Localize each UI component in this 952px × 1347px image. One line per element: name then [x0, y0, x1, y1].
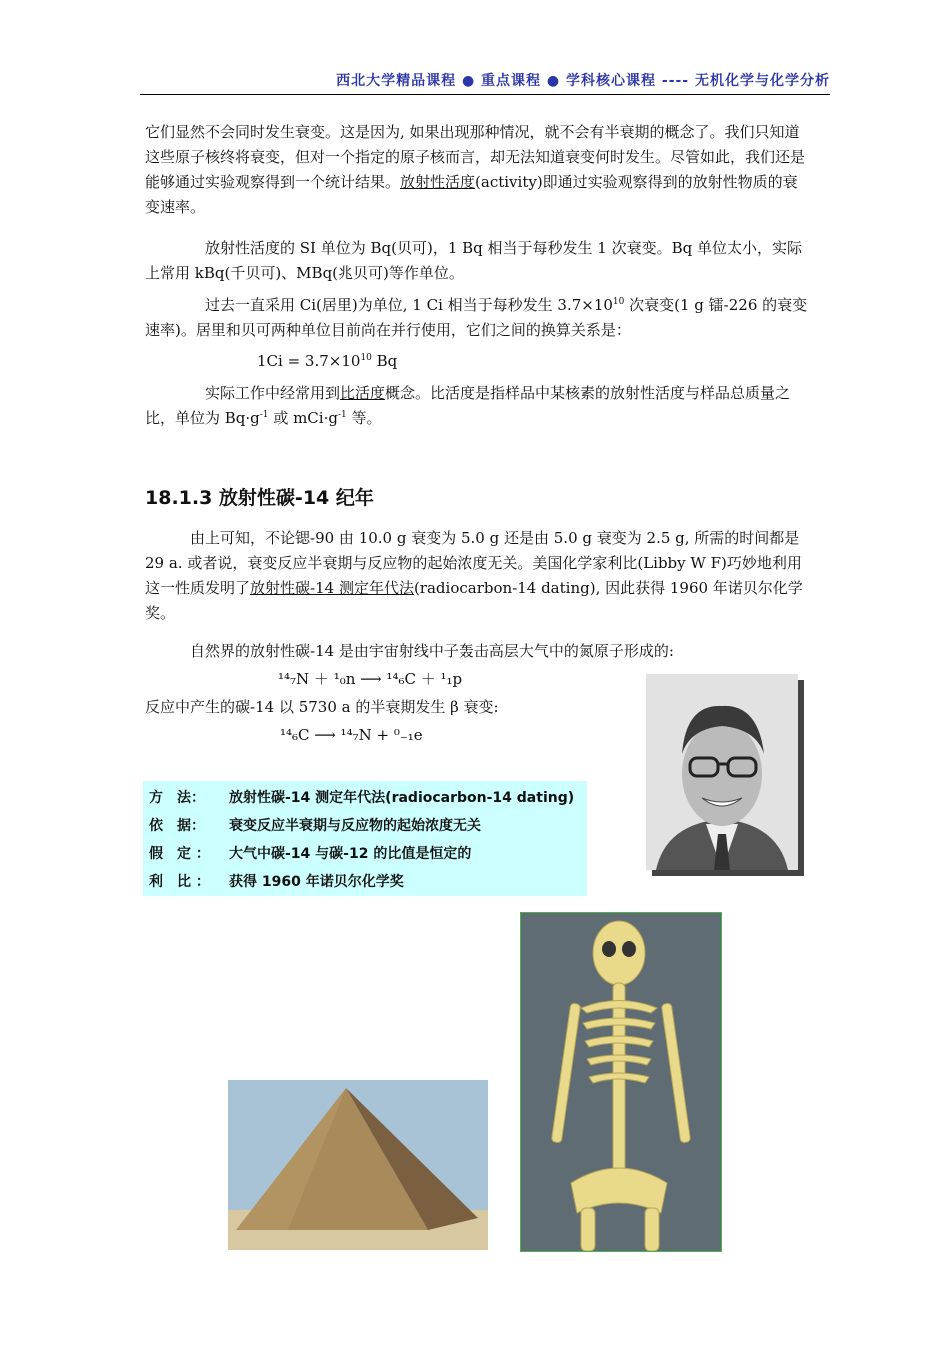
skeleton-photo	[520, 912, 722, 1252]
summary-key: 假 定 ：	[149, 846, 210, 862]
text: 1Ci = 3.7×10	[257, 352, 361, 370]
summary-row-libby	[149, 871, 404, 891]
portrait-illustration	[646, 674, 798, 870]
exponent: 10	[612, 297, 625, 307]
summary-box	[143, 781, 587, 896]
paragraph-ci	[145, 293, 810, 343]
section-heading: 18.1.3 放射性碳-14 纪年	[145, 487, 374, 509]
equation-ci-bq	[257, 352, 397, 370]
term-activity: 放射性活度	[400, 173, 476, 191]
paragraph-libby	[145, 526, 810, 626]
paragraph-bq: 放射性活度的 SI 单位为 Bq(贝可)，1 Bq 相当于每秒发生 1 次衰变。Bq 单位太小，实际上常用 kBq(千贝可)、MBq(兆贝可)等作单位。	[145, 239, 803, 282]
summary-key: 利 比 ：	[149, 874, 210, 890]
equation-c14-decay: ¹⁴₆C ⟶ ¹⁴₇N + ⁰₋₁e	[280, 726, 423, 744]
text: (radiocarbon-14 dating), 因此获得 1960 年诺贝尔化学奖。	[145, 579, 803, 622]
summary-value: 获得 1960 年诺贝尔化学奖	[229, 874, 404, 890]
summary-row-method	[149, 787, 574, 807]
exponent: 10	[360, 353, 372, 363]
paragraph-cosmic-ray: 自然界的放射性碳-14 是由宇宙射线中子轰击高层大气中的氮原子形成的:	[190, 642, 674, 660]
term-radiocarbon-dating: 放射性碳-14 测定年代法	[250, 579, 414, 597]
text: 实际工作中经常用到	[205, 384, 341, 402]
page-header	[140, 70, 830, 95]
text: Bq	[371, 352, 398, 370]
term-specific-activity: 比活度	[340, 384, 386, 402]
equation-n14-capture: ¹⁴₇N ＋ ¹₀n ⟶ ¹⁴₆C ＋ ¹₁p	[278, 670, 463, 688]
pyramid-illustration	[228, 1080, 488, 1250]
paragraph-activity	[145, 120, 810, 220]
portrait-photo	[646, 674, 798, 870]
summary-value: 大气中碳-14 与碳-12 的比值是恒定的	[229, 846, 472, 862]
summary-value: 放射性碳-14 测定年代法(radiocarbon-14 dating)	[229, 790, 575, 806]
summary-value: 衰变反应半衰期与反应物的起始浓度无关	[229, 818, 481, 834]
header-text: 西北大学精品课程 ● 重点课程 ● 学科核心课程 ---- 无机化学与化学分析	[336, 73, 830, 89]
text: 等。	[346, 409, 382, 427]
text: 过去一直采用 Ci(居里)为单位, 1 Ci 相当于每秒发生 3.7×10	[205, 296, 613, 314]
summary-row-basis	[149, 815, 481, 835]
exponent: -1	[259, 410, 269, 420]
paragraph-beta-decay: 反应中产生的碳-14 以 5730 a 的半衰期发生 β 衰变:	[145, 698, 499, 716]
summary-row-assumption	[149, 843, 471, 863]
paragraph-specific-activity	[145, 381, 810, 431]
summary-key: 依 据：	[149, 818, 205, 834]
text: 概念。比活度是指样品中某核素的放射性活度与样品总质量之比，单位为 Bq·g	[145, 384, 791, 427]
text: 由上可知，不论锶-90 由 10.0 g 衰变为 5.0 g 还是由 5.0 g 衰变为 2.5 g, 所需的时间都是 29 a. 或者说，衰变反应半衰期与反应物的起始浓度无关。美国化学家利比(Libby W F)巧妙地利用这一性质发明了	[145, 529, 802, 597]
text: 次衰变(1 g 镭-226 的衰变速率)。居里和贝可两种单位目前尚在并行使用，它们之间的换算关系是：	[145, 296, 808, 339]
text: 它们显然不会同时发生衰变。这是因为, 如果出现那种情况，就不会有半衰期的概念了。我们只知道这些原子核终将衰变，但对一个指定的原子核而言，却无法知道衰变何时发生。尽管如此，我们还是能够通过实验观察得到一个统计结果。	[145, 123, 806, 191]
skeleton-illustration	[521, 913, 721, 1251]
summary-key: 方 法：	[149, 790, 205, 806]
exponent: -1	[337, 410, 347, 420]
text: (activity)即通过实验观察得到的放射性物质的衰变速率。	[145, 173, 798, 216]
text: 或 mCi·g	[268, 409, 338, 427]
pyramid-photo	[228, 1080, 488, 1250]
